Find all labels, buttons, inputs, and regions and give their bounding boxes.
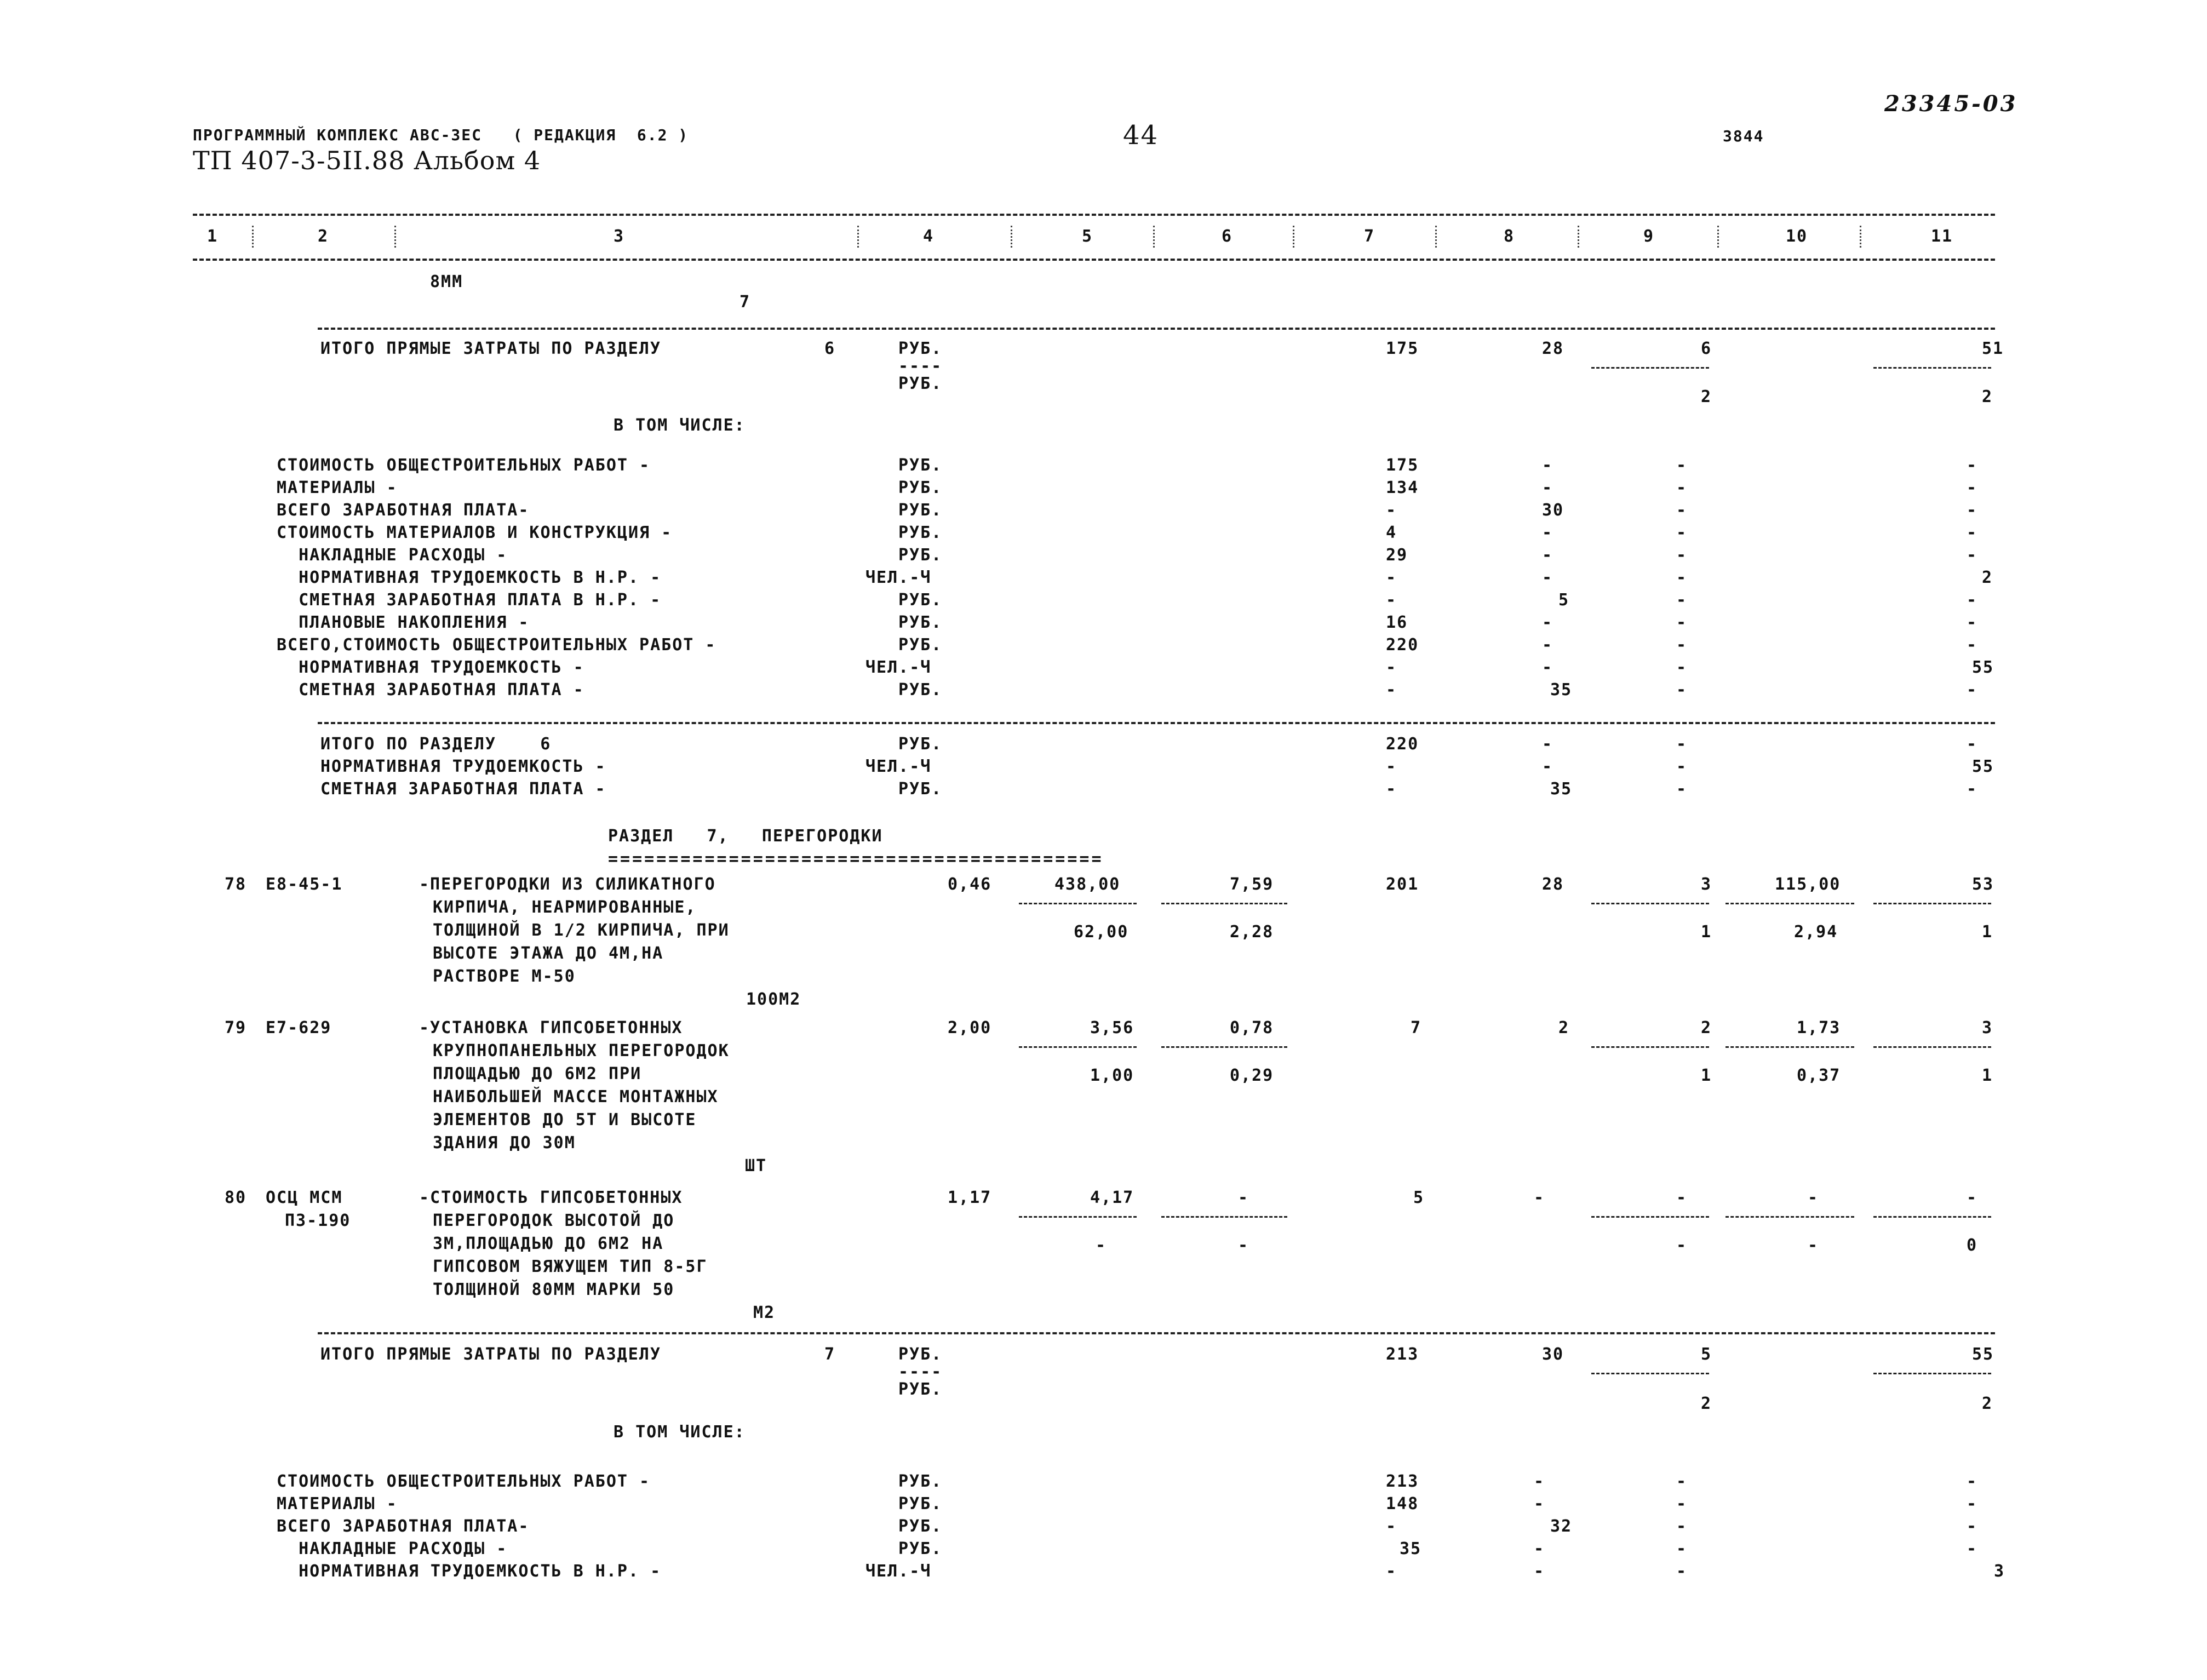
row-c7: - [1386, 1517, 1397, 1536]
album-title: ТП 407-3-5II.88 Альбом 4 [193, 146, 541, 175]
row-unit: РУБ. [898, 735, 943, 754]
row-c8: 35 [1550, 779, 1573, 799]
item-desc-line: ГИПСОВОМ ВЯЖУЩЕМ ТИП 8-5Г [433, 1257, 708, 1276]
s7-total-unit-sep: ---- [898, 1362, 943, 1381]
col-5: 5 [1082, 227, 1093, 246]
row-c8: - [1534, 1494, 1545, 1513]
row-c8: - [1542, 735, 1554, 754]
s7-total-c9b: 2 [1701, 1394, 1712, 1413]
item-desc-line: ВЫСОТЕ ЭТАЖА ДО 4М,НА [433, 944, 664, 963]
column-header-bottom-rule [193, 259, 1995, 261]
item-c6-fraction [1161, 903, 1287, 904]
col-4: 4 [923, 227, 935, 246]
row-c9: - [1676, 1562, 1688, 1581]
row-c9: - [1676, 680, 1688, 699]
item-number: 78 [225, 875, 247, 894]
s7-total-c11: 55 [1972, 1345, 1994, 1364]
s6-total-c9-fraction [1591, 367, 1709, 369]
item-c9-fraction [1591, 1046, 1709, 1048]
s7-total-unit: РУБ. [898, 1345, 943, 1364]
row-unit: РУБ. [898, 613, 943, 632]
s7-total-c8: 30 [1542, 1345, 1564, 1364]
row-c11: - [1967, 501, 1978, 520]
row-c8: - [1542, 546, 1554, 565]
row-c11: - [1967, 523, 1978, 542]
row-c8: - [1534, 1562, 1545, 1581]
row-unit: РУБ. [898, 478, 943, 497]
item-number: 79 [225, 1018, 247, 1037]
row-c7: 35 [1400, 1539, 1422, 1558]
row-c9: - [1676, 635, 1688, 655]
row-c9: - [1676, 735, 1688, 754]
item-c6b: 0,29 [1230, 1066, 1274, 1085]
item-number: 80 [225, 1188, 247, 1207]
item-desc-line: -УСТАНОВКА ГИПСОБЕТОННЫХ [419, 1018, 683, 1037]
row-c11: - [1967, 1539, 1978, 1558]
item-code: Е8-45-1 [266, 875, 343, 894]
s7-total-c11b: 2 [1982, 1394, 1993, 1413]
s6-total-c11b: 2 [1982, 387, 1993, 406]
item-desc-line: -СТОИМОСТЬ ГИПСОБЕТОННЫХ [419, 1188, 683, 1207]
item-desc-line: КИРПИЧА, НЕАРМИРОВАННЫЕ, [433, 898, 697, 917]
item-c5: 438,00 [1054, 875, 1121, 894]
row-c11: 2 [1982, 568, 1993, 587]
row-c7: - [1386, 501, 1397, 520]
s7-total-unit2: РУБ. [898, 1380, 943, 1399]
row-unit: РУБ. [898, 456, 943, 475]
row-c8: 32 [1550, 1517, 1573, 1536]
row-c8: - [1542, 658, 1554, 677]
row-label: НАКЛАДНЫЕ РАСХОДЫ - [277, 1539, 508, 1558]
row-unit: РУБ. [898, 635, 943, 655]
item-desc-line: РАСТВОРЕ М-50 [433, 967, 576, 986]
row-c9: - [1676, 568, 1688, 587]
row-c7: 213 [1386, 1472, 1419, 1491]
item-c7: 7 [1411, 1018, 1422, 1037]
item-c6-fraction [1161, 1216, 1287, 1218]
row-c8: - [1542, 568, 1554, 587]
section6-itogo-rule [318, 722, 1995, 724]
row-c9: - [1676, 478, 1688, 497]
handwritten-number: 23345-03 [1884, 91, 2018, 117]
item-desc-line: 3М,ПЛОЩАДЬЮ ДО 6М2 НА [433, 1234, 664, 1253]
item-c6: 7,59 [1230, 875, 1274, 894]
row-c8: - [1542, 613, 1554, 632]
col-separator [1293, 226, 1294, 248]
row-c11: - [1967, 1494, 1978, 1513]
page-number: 44 [1123, 120, 1159, 151]
item-c6: - [1238, 1188, 1249, 1207]
row-c9: - [1676, 1517, 1688, 1536]
row-label: МАТЕРИАЛЫ - [277, 478, 398, 497]
item-desc-line: ТОЛЩИНОЙ В 1/2 КИРПИЧА, ПРИ [433, 921, 730, 940]
s7-total-c7: 213 [1386, 1345, 1419, 1364]
item-c9b: - [1676, 1236, 1688, 1255]
row-label: НОРМАТИВНАЯ ТРУДОЕМКОСТЬ В Н.Р. - [277, 568, 662, 587]
col-separator [1578, 226, 1579, 248]
item-c11b: 1 [1982, 1066, 1993, 1085]
row-unit: РУБ. [898, 1494, 943, 1513]
row-c7: 175 [1386, 456, 1419, 475]
item-unit: 100М2 [746, 990, 801, 1009]
program-header: ПРОГРАММНЫЙ КОМПЛЕКС АВС-3ЕС ( РЕДАКЦИЯ 6.2 ) [193, 126, 689, 144]
row-c11: - [1967, 1517, 1978, 1536]
row-c8: 5 [1558, 590, 1570, 610]
row-label: СМЕТНАЯ ЗАРАБОТНАЯ ПЛАТА - [277, 680, 584, 699]
row-label: НОРМАТИВНАЯ ТРУДОЕМКОСТЬ - [320, 757, 606, 776]
row-unit: РУБ. [898, 590, 943, 610]
col-10: 10 [1786, 227, 1808, 246]
row-c7: - [1386, 658, 1397, 677]
row-c11: - [1967, 635, 1978, 655]
row-c7: 148 [1386, 1494, 1419, 1513]
item-c10: 115,00 [1775, 875, 1841, 894]
item-c9-fraction [1591, 903, 1709, 904]
item-c10: 1,73 [1797, 1018, 1841, 1037]
row-c7: - [1386, 568, 1397, 587]
item-c11b: 0 [1967, 1236, 1978, 1255]
row-label: ВСЕГО,СТОИМОСТЬ ОБЩЕСТРОИТЕЛЬНЫХ РАБОТ - [277, 635, 716, 655]
row-c11: - [1967, 590, 1978, 610]
item-c8: - [1534, 1188, 1545, 1207]
item-c6-fraction [1161, 1046, 1287, 1048]
item-desc-line: ЭЛЕМЕНТОВ ДО 5Т И ВЫСОТЕ [433, 1110, 697, 1129]
row-c7: - [1386, 757, 1397, 776]
row-c9: - [1676, 546, 1688, 565]
row-unit: РУБ. [898, 523, 943, 542]
row-label: НОРМАТИВНАЯ ТРУДОЕМКОСТЬ В Н.Р. - [277, 1562, 662, 1581]
item-desc-line: ПЕРЕГОРОДОК ВЫСОТОЙ ДО [433, 1211, 675, 1230]
row-c7: 220 [1386, 635, 1419, 655]
item-c9: - [1676, 1188, 1688, 1207]
s6-total-section: 6 [824, 339, 836, 358]
row-c11: 55 [1972, 658, 1994, 677]
row-c9: - [1676, 658, 1688, 677]
item-c4: 2,00 [948, 1018, 992, 1037]
row-c7: - [1386, 590, 1397, 610]
item-c6: 0,78 [1230, 1018, 1274, 1037]
row-c9: - [1676, 1494, 1688, 1513]
row-unit: ЧЕЛ.-Ч [865, 1562, 932, 1581]
row-label: СТОИМОСТЬ ОБЩЕСТРОИТЕЛЬНЫХ РАБОТ - [277, 456, 651, 475]
s6-total-c9b: 2 [1701, 387, 1712, 406]
item-c5: 4,17 [1090, 1188, 1134, 1207]
s7-total-section: 7 [824, 1345, 836, 1364]
item-c5b: - [1096, 1236, 1107, 1255]
item-code: Е7-629 [266, 1018, 332, 1037]
row-c8: - [1542, 523, 1554, 542]
row-c9: - [1676, 456, 1688, 475]
item-c10: - [1808, 1188, 1819, 1207]
row-label: ВСЕГО ЗАРАБОТНАЯ ПЛАТА- [277, 1517, 530, 1536]
s6-total-label: ИТОГО ПРЯМЫЕ ЗАТРАТЫ ПО РАЗДЕЛУ [320, 339, 661, 358]
col-separator [1153, 226, 1155, 248]
item-c7: 201 [1386, 875, 1419, 894]
s7-total-c11-fraction [1873, 1373, 1991, 1374]
row-c9: - [1676, 757, 1688, 776]
item-c4: 1,17 [948, 1188, 992, 1207]
row-unit: ЧЕЛ.-Ч [865, 568, 932, 587]
col-7: 7 [1364, 227, 1375, 246]
row-c8: 35 [1550, 680, 1573, 699]
row-c9: - [1676, 501, 1688, 520]
row-unit: ЧЕЛ.-Ч [865, 658, 932, 677]
row-c11: - [1967, 735, 1978, 754]
col-2: 2 [318, 227, 329, 246]
item-code: ОСЦ МСМ [266, 1188, 343, 1207]
item-c7: 5 [1413, 1188, 1425, 1207]
item-unit: ШТ [745, 1156, 767, 1176]
row-c7: - [1386, 1562, 1397, 1581]
row-c7: 4 [1386, 523, 1397, 542]
col-separator [857, 226, 859, 248]
item-code-line2: П3-190 [285, 1211, 351, 1230]
row-c11: - [1967, 1472, 1978, 1491]
item-c8: 2 [1558, 1018, 1570, 1037]
item-c11-fraction [1873, 903, 1991, 904]
row-c8: - [1534, 1472, 1545, 1491]
item-c11: 53 [1972, 875, 1994, 894]
row-unit: РУБ. [898, 779, 943, 799]
item-desc-line: НАИБОЛЬШЕЙ МАССЕ МОНТАЖНЫХ [433, 1087, 719, 1106]
row-c7: 220 [1386, 735, 1419, 754]
row-unit: РУБ. [898, 546, 943, 565]
item-c5b: 62,00 [1074, 922, 1129, 942]
item-c11: - [1967, 1188, 1978, 1207]
item-c10-fraction [1726, 1216, 1854, 1218]
s6-total-c11: 51 [1982, 339, 2004, 358]
row-unit: ЧЕЛ.-Ч [865, 757, 932, 776]
row-label: СТОИМОСТЬ ОБЩЕСТРОИТЕЛЬНЫХ РАБОТ - [277, 1472, 651, 1491]
row-label: СМЕТНАЯ ЗАРАБОТНАЯ ПЛАТА - [320, 779, 606, 799]
item-c5-fraction [1019, 1046, 1137, 1048]
s7-total-c9-fraction [1591, 1373, 1709, 1374]
item-c9: 3 [1701, 875, 1712, 894]
carry-unit: 8ММ [430, 272, 463, 291]
row-c11: - [1967, 546, 1978, 565]
item-c10-fraction [1726, 903, 1854, 904]
row-c8: - [1542, 478, 1554, 497]
s7-total-c9: 5 [1701, 1345, 1712, 1364]
col-separator [1860, 226, 1861, 248]
s7-total-label: ИТОГО ПРЯМЫЕ ЗАТРАТЫ ПО РАЗДЕЛУ [320, 1345, 661, 1364]
row-c7: - [1386, 680, 1397, 699]
row-label: СТОИМОСТЬ МАТЕРИАЛОВ И КОНСТРУКЦИЯ - [277, 523, 673, 542]
row-c9: - [1676, 1472, 1688, 1491]
s6-total-unit2: РУБ. [898, 374, 943, 393]
col-9: 9 [1643, 227, 1655, 246]
item-c4: 0,46 [948, 875, 992, 894]
row-c11: 3 [1994, 1562, 2005, 1581]
item-desc-line: ПЛОЩАДЬЮ ДО 6М2 ПРИ [433, 1064, 642, 1083]
row-unit: РУБ. [898, 1539, 943, 1558]
row-c9: - [1676, 613, 1688, 632]
row-c11: 55 [1972, 757, 1994, 776]
item-c8: 28 [1542, 875, 1564, 894]
row-c7: 29 [1386, 546, 1408, 565]
row-label: СМЕТНАЯ ЗАРАБОТНАЯ ПЛАТА В Н.Р. - [277, 590, 662, 610]
item-c9-fraction [1591, 1216, 1709, 1218]
item-c5-fraction [1019, 1216, 1137, 1218]
col-1: 1 [207, 227, 219, 246]
row-c8: - [1542, 635, 1554, 655]
col-3: 3 [614, 227, 625, 246]
row-c11: - [1967, 680, 1978, 699]
item-c5: 3,56 [1090, 1018, 1134, 1037]
item-desc-line: ЗДАНИЯ ДО 30М [433, 1133, 576, 1153]
row-c9: - [1676, 523, 1688, 542]
row-c8: 30 [1542, 501, 1564, 520]
row-c11: - [1967, 456, 1978, 475]
row-label: ИТОГО ПО РАЗДЕЛУ 6 [320, 735, 552, 754]
row-c9: - [1676, 1539, 1688, 1558]
col-separator [394, 226, 396, 248]
col-separator [252, 226, 254, 248]
item-c10b: 0,37 [1797, 1066, 1841, 1085]
column-header-top-rule [193, 214, 1995, 216]
item-unit: М2 [753, 1303, 776, 1322]
s6-incl-heading: В ТОМ ЧИСЛЕ: [614, 416, 746, 435]
col-11: 11 [1931, 227, 1953, 246]
row-c7: 16 [1386, 613, 1408, 632]
row-c11: - [1967, 613, 1978, 632]
col-separator [1011, 226, 1012, 248]
row-unit: РУБ. [898, 1472, 943, 1491]
item-c6b: - [1238, 1236, 1249, 1255]
document-code: 3844 [1723, 127, 1764, 145]
item-c11b: 1 [1982, 922, 1993, 942]
row-c9: - [1676, 590, 1688, 610]
s6-total-unit: РУБ. [898, 339, 943, 358]
item-desc-line: КРУПНОПАНЕЛЬНЫХ ПЕРЕГОРОДОК [433, 1041, 730, 1060]
item-c5-fraction [1019, 903, 1137, 904]
row-label: НОРМАТИВНАЯ ТРУДОЕМКОСТЬ - [277, 658, 584, 677]
row-c7: - [1386, 779, 1397, 799]
item-c11-fraction [1873, 1216, 1991, 1218]
item-desc-line: ТОЛЩИНОЙ 80ММ МАРКИ 50 [433, 1280, 675, 1299]
section7-heading: РАЗДЕЛ 7, ПЕРЕГОРОДКИ [608, 827, 883, 846]
row-c9: - [1676, 779, 1688, 799]
item-c9b: 1 [1701, 1066, 1712, 1085]
item-desc-line: -ПЕРЕГОРОДКИ ИЗ СИЛИКАТНОГО [419, 875, 716, 894]
col-separator [1717, 226, 1719, 248]
s6-total-c11-fraction [1873, 367, 1991, 369]
item-c9: 2 [1701, 1018, 1712, 1037]
row-c11: - [1967, 478, 1978, 497]
section7-heading-underline: ========================================= [608, 850, 1104, 869]
row-label: НАКЛАДНЫЕ РАСХОДЫ - [277, 546, 508, 565]
item-c11-fraction [1873, 1046, 1991, 1048]
col-8: 8 [1504, 227, 1515, 246]
row-c11: - [1967, 779, 1978, 799]
item-c10b: - [1808, 1236, 1819, 1255]
section6-total-rule [318, 328, 1995, 330]
item-c6b: 2,28 [1230, 922, 1274, 942]
row-c8: - [1542, 456, 1554, 475]
col-separator [1435, 226, 1437, 248]
item-c11: 3 [1982, 1018, 1993, 1037]
row-c7: 134 [1386, 478, 1419, 497]
item-c10b: 2,94 [1794, 922, 1838, 942]
row-unit: РУБ. [898, 680, 943, 699]
s6-total-c8: 28 [1542, 339, 1564, 358]
row-label: МАТЕРИАЛЫ - [277, 1494, 398, 1513]
carry-line: 7 [740, 293, 751, 312]
row-unit: РУБ. [898, 501, 943, 520]
item-c5b: 1,00 [1090, 1066, 1134, 1085]
item-c10-fraction [1726, 1046, 1854, 1048]
row-c8: - [1534, 1539, 1545, 1558]
section7-total-rule [318, 1332, 1995, 1334]
s6-total-c9: 6 [1701, 339, 1712, 358]
s7-incl-heading: В ТОМ ЧИСЛЕ: [614, 1423, 746, 1442]
col-6: 6 [1222, 227, 1233, 246]
row-unit: РУБ. [898, 1517, 943, 1536]
s6-total-c7: 175 [1386, 339, 1419, 358]
s6-total-unit-sep: ---- [898, 357, 943, 376]
item-c9b: 1 [1701, 922, 1712, 942]
row-c8: - [1542, 757, 1554, 776]
row-label: ПЛАНОВЫЕ НАКОПЛЕНИЯ - [277, 613, 530, 632]
row-label: ВСЕГО ЗАРАБОТНАЯ ПЛАТА- [277, 501, 530, 520]
